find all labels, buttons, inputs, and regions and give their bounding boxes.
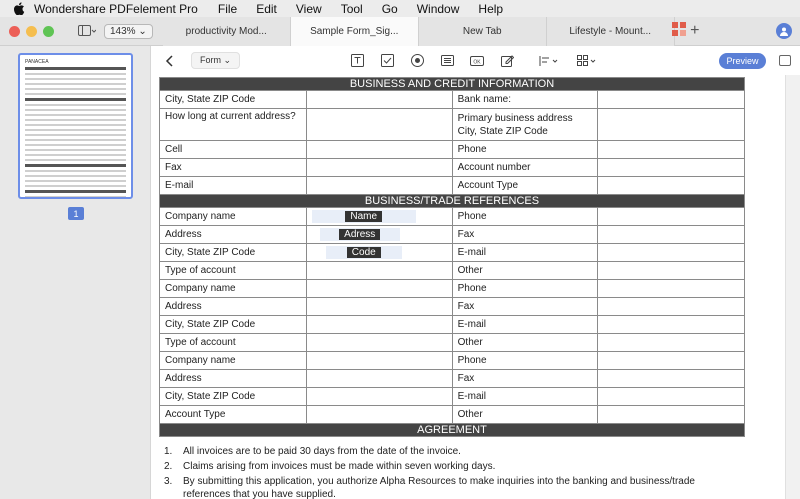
document-area [151,46,800,499]
text-field-icon[interactable] [350,54,364,68]
list-number: 1. [164,446,173,457]
align-icon[interactable] [538,54,560,68]
table-row [160,109,745,141]
list-item [164,445,745,458]
thumb-brand: PANACEA [25,59,49,65]
form-label: City, State ZIP Code [160,91,307,109]
form-label: Fax [452,298,598,316]
form-mode-dropdown[interactable]: Form ⌄ [191,52,240,69]
zoom-select[interactable]: 143% ⌄ [104,24,153,39]
form-cell[interactable] [306,406,452,424]
document-viewport [151,75,800,499]
credit-form-table [159,77,745,437]
menu-window[interactable]: Window [416,1,460,16]
table-row [160,226,745,244]
menu-bar [0,0,800,17]
list-item [164,460,745,473]
form-cell[interactable] [598,226,745,244]
window-controls [9,26,60,37]
form-cell[interactable] [598,370,745,388]
tab-productivity[interactable]: productivity Mod... [163,17,291,46]
form-cell[interactable] [598,109,745,141]
field-tag: Adress [339,229,380,240]
section-header: BUSINESS AND CREDIT INFORMATION [160,78,745,91]
form-cell [306,226,452,244]
form-cell[interactable] [598,298,745,316]
form-label: Company name [160,352,307,370]
form-label: City, State ZIP Code [160,316,307,334]
code-form-field[interactable] [326,246,402,259]
form-label: Account Type [160,406,307,424]
form-cell[interactable] [598,388,745,406]
list-number: 3. [164,476,173,487]
menu-go[interactable]: Go [381,1,398,16]
section-header: AGREEMENT [160,424,745,437]
tab-new-tab[interactable]: New Tab [419,17,547,46]
form-label-line: City, State ZIP Code [457,125,548,137]
form-cell [306,208,452,226]
menu-file[interactable]: File [217,1,238,16]
form-cell[interactable] [598,208,745,226]
form-label: Type of account [160,334,307,352]
tab-bar [0,17,800,46]
menu-help[interactable]: Help [478,1,504,16]
menu-edit[interactable]: Edit [256,1,277,16]
form-label: Company name [160,208,307,226]
form-cell[interactable] [598,262,745,280]
form-label: E-mail [452,388,598,406]
agreement-list [159,445,745,499]
form-label: Phone [452,280,598,298]
form-cell[interactable] [598,316,745,334]
form-label: How long at current address? [160,109,307,141]
table-row [160,352,745,370]
table-row [160,141,745,159]
pdf-page [151,75,785,499]
minimize-window-button[interactable] [26,26,37,37]
form-label: Phone [452,141,598,159]
button-field-icon[interactable] [470,54,484,68]
form-label [452,109,598,141]
new-tab-icon[interactable]: + [690,22,700,39]
form-cell[interactable] [306,262,452,280]
menu-tool[interactable]: Tool [340,1,363,16]
form-label-line: Primary business address [457,112,573,124]
table-row [160,208,745,226]
radio-button-icon[interactable] [410,54,424,68]
form-label: Account Type [452,177,598,195]
form-label: Cell [160,141,307,159]
table-row [160,406,745,424]
table-row [160,316,745,334]
form-cell[interactable] [306,298,452,316]
zoom-window-button[interactable] [43,26,54,37]
form-label: Bank name: [452,91,598,109]
form-label: Phone [452,352,598,370]
name-form-field[interactable] [312,210,416,223]
list-item [164,475,745,499]
form-label: Phone [452,208,598,226]
form-label: City, State ZIP Code [160,244,307,262]
back-icon[interactable] [165,55,179,67]
signature-field-icon[interactable] [500,54,514,68]
field-tag: Name [345,211,382,222]
form-label: Other [452,334,598,352]
table-row [160,177,745,195]
form-cell[interactable] [598,91,745,109]
form-cell[interactable] [598,177,745,195]
table-row [160,334,745,352]
form-cell[interactable] [598,406,745,424]
form-label: E-mail [160,177,307,195]
form-label: Fax [452,226,598,244]
form-cell[interactable] [306,280,452,298]
page-thumbnail[interactable] [18,53,133,199]
list-text: Claims arising from invoices must be made within seven working days. [183,461,496,472]
form-cell[interactable] [306,316,452,334]
form-cell[interactable] [598,244,745,262]
form-cell[interactable] [306,388,452,406]
form-cell[interactable] [306,177,452,195]
form-mode-label: Form [200,55,221,65]
form-label: Company name [160,280,307,298]
table-row [160,91,745,109]
form-cell[interactable] [306,352,452,370]
svg-text:OK: OK [473,59,481,65]
list-box-icon[interactable] [440,54,454,68]
form-cell[interactable] [598,352,745,370]
app-grid-icon[interactable] [672,22,686,39]
form-cell[interactable] [306,334,452,352]
form-toolbar [151,46,800,75]
form-label: Address [160,226,307,244]
table-row [160,262,745,280]
close-window-button[interactable] [9,26,20,37]
app-name[interactable]: Wondershare PDFelement Pro [34,1,198,16]
table-row [160,298,745,316]
document-tabs [163,17,675,46]
form-cell[interactable] [598,159,745,177]
account-avatar-icon[interactable] [776,23,792,39]
tab-lifestyle[interactable]: Lifestyle - Mount... [547,17,675,46]
form-cell [306,244,452,262]
form-label: City, State ZIP Code [160,388,307,406]
right-panel-toggle-icon[interactable] [779,55,791,66]
apple-icon[interactable] [12,2,26,16]
tab-sample-form[interactable]: Sample Form_Sig... [291,17,419,46]
table-row [160,244,745,262]
table-row [160,280,745,298]
form-label: Type of account [160,262,307,280]
form-label: Address [160,298,307,316]
form-cell[interactable] [306,91,452,109]
sidebar-toggle-icon[interactable] [78,25,96,37]
vertical-scrollbar[interactable] [785,75,800,499]
page-number-badge[interactable]: 1 [68,207,84,220]
checkbox-icon[interactable] [380,54,394,68]
form-label: Other [452,262,598,280]
form-cell[interactable] [306,109,452,141]
form-cell[interactable] [598,280,745,298]
form-label: Account number [452,159,598,177]
address-form-field[interactable] [320,228,400,241]
form-cell[interactable] [306,141,452,159]
preview-button[interactable]: Preview [719,53,766,69]
list-number: 2. [164,461,173,472]
list-text: All invoices are to be paid 30 days from the date of the invoice. [183,446,461,457]
form-label: E-mail [452,244,598,262]
form-label: Fax [160,159,307,177]
field-tag: Code [347,247,381,258]
form-label: Fax [452,370,598,388]
form-cell[interactable] [306,370,452,388]
menu-view[interactable]: View [295,1,322,16]
section-header: BUSINESS/TRADE REFERENCES [160,195,745,208]
list-text: By submitting this application, you authorize Alpha Resources to make inquiries into the banking and business/trade references that you have supplied. [183,476,695,499]
table-row [160,159,745,177]
table-row [160,370,745,388]
zoom-value: 143% [110,25,136,37]
form-cell[interactable] [598,141,745,159]
page-thumbnail-panel [0,46,151,499]
table-row [160,388,745,406]
form-cell[interactable] [306,159,452,177]
form-label: Other [452,406,598,424]
form-cell[interactable] [598,334,745,352]
form-label: E-mail [452,316,598,334]
distribute-icon[interactable] [576,54,598,68]
form-label: Address [160,370,307,388]
